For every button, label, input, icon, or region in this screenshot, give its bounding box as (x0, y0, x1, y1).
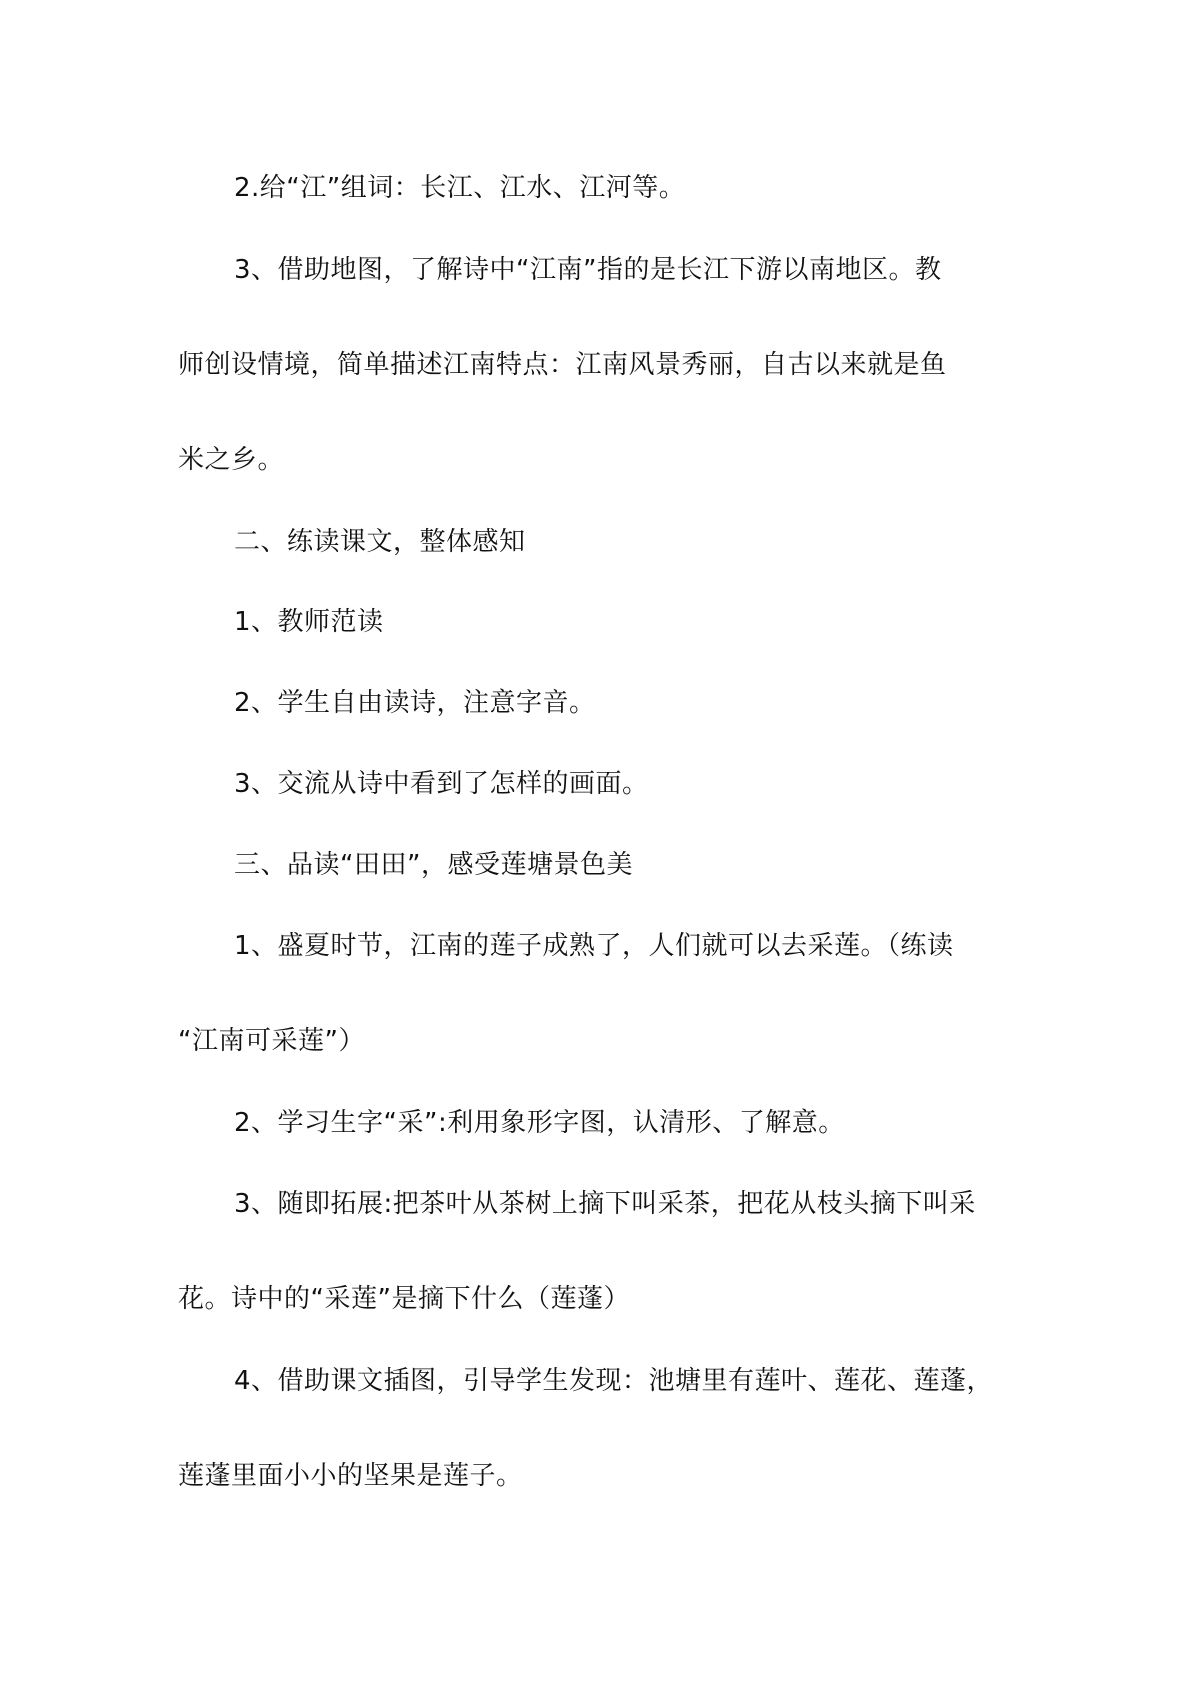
paragraph-line: 3、随即拓展:把茶叶从茶树上摘下叫采茶，把花从枝头摘下叫采 (234, 1189, 976, 1219)
paragraph-line: 3、借助地图，了解诗中“江南”指的是长江下游以南地区。教 (234, 255, 942, 285)
paragraph-line: 1、教师范读 (234, 607, 384, 637)
paragraph-line: 1、盛夏时节，江南的莲子成熟了，人们就可以去采莲。（练读 (234, 931, 954, 961)
section-heading: 二、练读课文，整体感知 (234, 527, 526, 557)
paragraph-line: 2、学生自由读诗，注意字音。 (234, 688, 596, 718)
paragraph-line: 3、交流从诗中看到了怎样的画面。 (234, 769, 649, 799)
paragraph-line: 2.给“江”组词：长江、江水、江河等。 (234, 173, 686, 203)
paragraph-line: 4、借助课文插图，引导学生发现：池塘里有莲叶、莲花、莲蓬， (234, 1366, 994, 1396)
paragraph-line: 米之乡。 (178, 445, 285, 475)
paragraph-line: 2、学习生字“采”:利用象形字图，认清形、了解意。 (234, 1108, 845, 1138)
paragraph-line: “江南可采莲”） (178, 1026, 365, 1056)
section-heading: 三、品读“田田”，感受莲塘景色美 (234, 850, 633, 880)
paragraph-line: 师创设情境，简单描述江南特点：江南风景秀丽，自古以来就是鱼 (178, 350, 947, 380)
paragraph-line: 莲蓬里面小小的坚果是莲子。 (178, 1461, 523, 1491)
paragraph-line: 花。诗中的“采莲”是摘下什么（莲蓬） (178, 1284, 630, 1314)
